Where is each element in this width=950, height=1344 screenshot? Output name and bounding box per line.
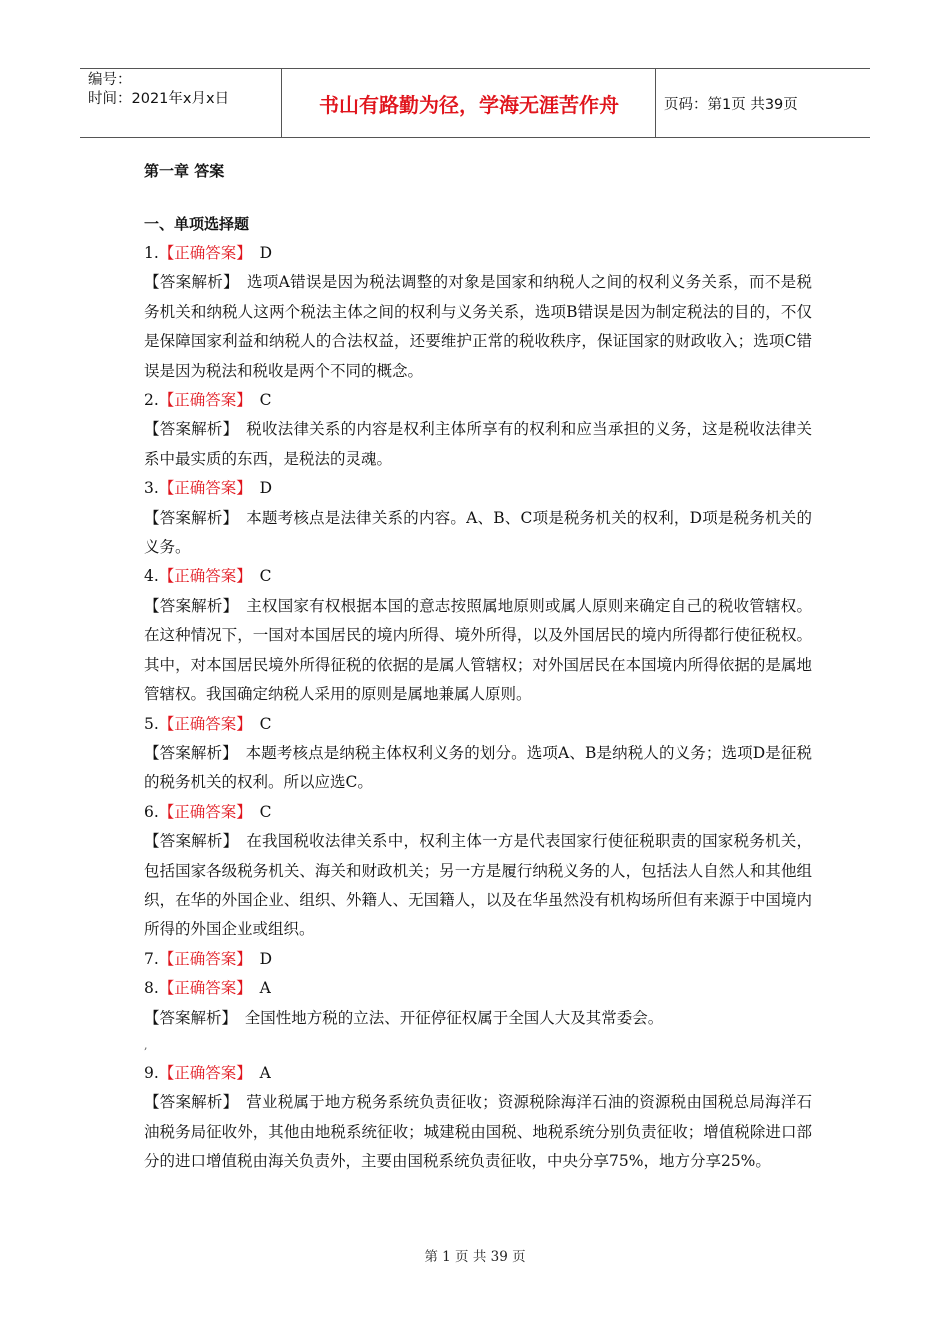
- answer-line: [144, 386, 812, 415]
- answer-value: C: [259, 391, 272, 410]
- analysis-paragraph: [144, 1004, 812, 1033]
- analysis-tag: 【答案解析】: [144, 273, 239, 292]
- page-footer: 第 1 页 共 39 页: [424, 1249, 526, 1265]
- header-divider: [655, 69, 656, 137]
- analysis-text: 营业税属于地方税务系统负责征收；资源税除海洋石油的资源税由国税总局海洋石油税务局征收外，其他由地税系统征收；城建税由国税、地税系统分别负责征收；增值税除进口部分的进口增值税由海关负责外，主要由国税系统负责征收，中央分享75%，地方分享25%。: [144, 1093, 812, 1171]
- analysis-text: 本题考核点是纳税主体权利义务的划分。选项A、B是纳税人的义务；选项D是征税的税务机关的权利。所以应选C。: [144, 743, 812, 792]
- answer-tag: 【正确答案】: [158, 479, 252, 498]
- question-number: 7.: [144, 949, 159, 968]
- analysis-tag: 【答案解析】: [144, 832, 239, 851]
- answer-tag: 【正确答案】: [158, 244, 252, 262]
- analysis-paragraph: [144, 504, 812, 563]
- analysis-tag: 【答案解析】: [144, 1093, 239, 1112]
- chapter-title: 第一章 答案: [144, 162, 225, 180]
- header-meta: [88, 71, 229, 109]
- question-number: 3.: [144, 479, 159, 498]
- answer-tag: 【正确答案】: [158, 1063, 252, 1082]
- analysis-tag: 【答案解析】: [144, 596, 239, 615]
- answer-tag: 【正确答案】: [158, 391, 252, 410]
- analysis-paragraph: [144, 415, 812, 474]
- question-number: 4.: [144, 567, 159, 586]
- analysis-paragraph: [144, 739, 812, 798]
- answer-value: C: [259, 714, 272, 733]
- answer-line: [144, 798, 812, 827]
- analysis-text: 本题考核点是法律关系的内容。A、B、C项是税务机关的权利，D项是税务机关的义务。: [144, 508, 812, 557]
- header-divider: [281, 69, 282, 137]
- analysis-tag: 【答案解析】: [144, 743, 238, 762]
- document-body: [144, 156, 812, 1177]
- answer-value: C: [259, 802, 272, 821]
- question-number: 9.: [144, 1063, 159, 1082]
- answer-line: [144, 1059, 812, 1088]
- question-number: 5.: [144, 714, 159, 733]
- analysis-tag: 【答案解析】: [144, 420, 239, 439]
- analysis-paragraph: [144, 592, 812, 710]
- answer-tag: 【正确答案】: [158, 802, 252, 821]
- question-number: 6.: [144, 802, 159, 821]
- answer-line: [144, 474, 812, 503]
- answer-tag: 【正确答案】: [158, 949, 252, 968]
- analysis-text: 税收法律关系的内容是权利主体所享有的权利和应当承担的义务，这是税收法律关系中最实质的东西，是税法的灵魂。: [144, 420, 812, 468]
- question-number: 1.: [144, 244, 159, 262]
- page-header: [80, 68, 870, 138]
- answer-line: [144, 562, 812, 591]
- answer-line: [144, 710, 812, 739]
- analysis-tag: 【答案解析】: [144, 508, 239, 527]
- analysis-paragraph: [144, 827, 812, 945]
- answer-line: [144, 239, 812, 268]
- header-page-info: 页码：第1页 共39页: [664, 96, 798, 113]
- code-label: 编号：: [88, 72, 132, 88]
- analysis-text: 选项A错误是因为税法调整的对象是国家和纳税人之间的权利义务关系，而不是税务机关和纳税人这两个税法主体之间的权利与义务关系，选项B错误是因为制定税法的目的，不仅是保障国家利益和纳税人的合法权益，还要维护正常的税收秩序，保证国家的财政收入；选项C错误是因为税法和税收是两个不同的概念。: [144, 273, 812, 380]
- section-title: 一、单项选择题: [144, 215, 250, 233]
- answer-line: [144, 974, 812, 1003]
- time-label: 时间：2021年x月x日: [88, 91, 230, 107]
- question-number: 8.: [144, 979, 159, 998]
- answer-tag: 【正确答案】: [158, 979, 252, 998]
- answer-tag: 【正确答案】: [158, 567, 252, 586]
- question-number: 2.: [144, 391, 159, 410]
- analysis-text: 在我国税收法律关系中，权利主体一方是代表国家行使征税职责的国家税务机关，包括国家各级税务机关、海关和财政机关；另一方是履行纳税义务的人，包括法人自然人和其他组织，在华的外国企业、组织、外籍人、无国籍人，以及在华虽然没有机构场所但有来源于中国境内所得的外国企业或组织。: [144, 832, 812, 939]
- answer-value: D: [259, 949, 272, 968]
- analysis-paragraph: [144, 1088, 812, 1176]
- answer-tag: 【正确答案】: [158, 714, 252, 733]
- answer-value: D: [259, 479, 272, 498]
- analysis-text: 全国性地方税的立法、开征停征权属于全国人大及其常委会。: [244, 1008, 664, 1027]
- answer-value: D: [259, 244, 272, 262]
- answer-value: A: [259, 1063, 271, 1082]
- answer-line: [144, 945, 812, 974]
- answer-value: A: [259, 979, 271, 998]
- answer-value: C: [259, 567, 272, 586]
- answer-list: [144, 239, 812, 1177]
- analysis-paragraph: [144, 268, 812, 386]
- header-motto: 书山有路勤为径，学海无涯苦作舟: [319, 92, 619, 117]
- stray-mark: ,: [144, 1038, 148, 1052]
- analysis-tag: 【答案解析】: [144, 1008, 238, 1027]
- analysis-text: 主权国家有权根据本国的意志按照属地原则或属人原则来确定自己的税收管辖权。在这种情况下，一国对本国居民的境内所得、境外所得，以及外国居民的境内所得都行使征税权。其中，对本国居民境外所得征税的依据的是属人管辖权；对外国居民在本国境内所得依据的是属地管辖权。我国确定纳税人采用的原则是属地兼属人原则。: [144, 596, 812, 704]
